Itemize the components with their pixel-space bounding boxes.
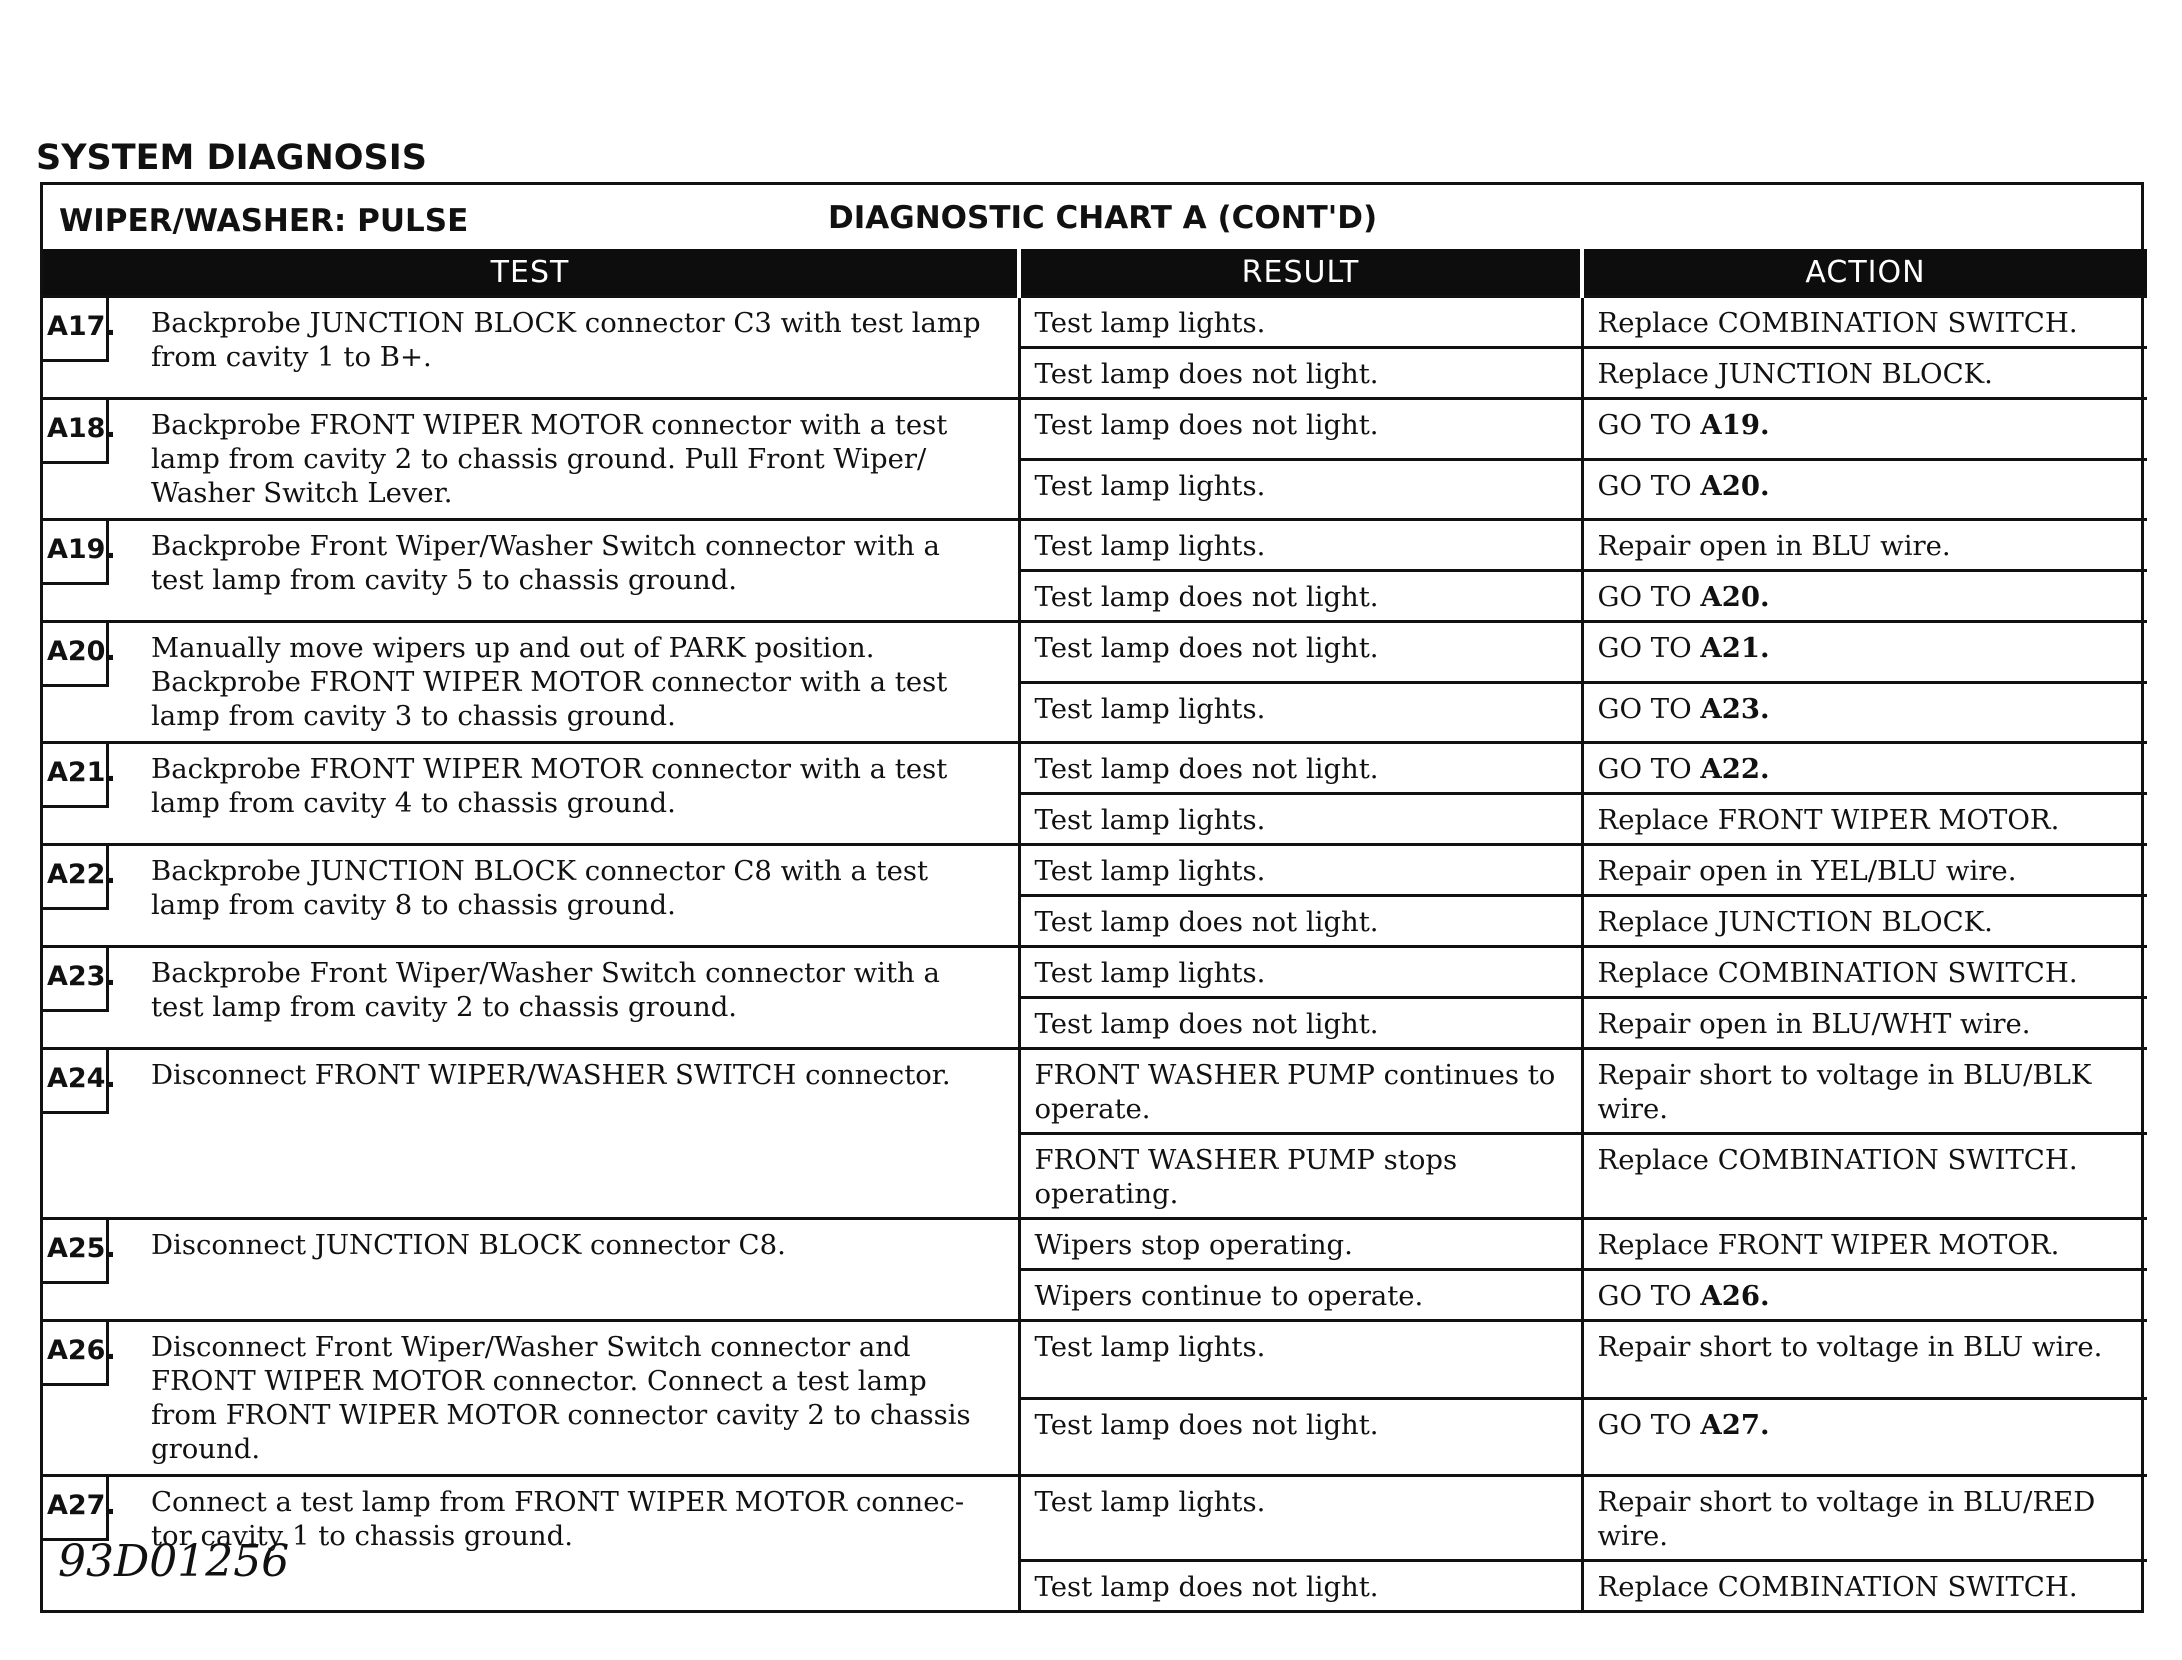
result-cell: Test lamp lights.: [1019, 845, 1582, 896]
chart-subtitle: WIPER/WASHER: PULSE: [59, 203, 469, 239]
test-description: Disconnect FRONT WIPER/WASHER SWITCH connector.: [151, 1059, 951, 1091]
test-cell: [43, 622, 1019, 743]
test-cell: [43, 743, 1019, 845]
go-to-action: [1598, 470, 1770, 502]
chart-header: [43, 185, 2141, 249]
go-to-step-ref: A22.: [1700, 753, 1770, 785]
result-cell: Test lamp lights.: [1019, 1476, 1582, 1561]
result-cell: Test lamp does not light.: [1019, 1398, 1582, 1476]
test-cell: [43, 1219, 1019, 1321]
test-description: Connect a test lamp from FRONT WIPER MOTOR connec- tor cavity 1 to chassis ground.: [151, 1486, 965, 1552]
step-number: A26.: [43, 1322, 109, 1386]
test-description: Backprobe Front Wiper/Washer Switch connector with a test lamp from cavity 5 to chassis ground.: [151, 530, 940, 596]
step-number: A25.: [43, 1220, 109, 1284]
table-row: [43, 297, 2147, 348]
result-cell: Test lamp lights.: [1019, 947, 1582, 998]
result-cell: Test lamp does not light.: [1019, 399, 1582, 460]
result-cell: Test lamp lights.: [1019, 297, 1582, 348]
go-to-action: [1598, 632, 1770, 664]
action-cell: Repair short to voltage in BLU/BLK wire.: [1582, 1049, 2147, 1134]
action-cell: Repair short to voltage in BLU/RED wire.: [1582, 1476, 2147, 1561]
table-row: [43, 1476, 2147, 1561]
step-number: A23.: [43, 948, 109, 1012]
table-row: [43, 520, 2147, 571]
step-number: A17.: [43, 298, 109, 362]
go-to-label: GO TO: [1597, 409, 1692, 441]
action-cell: [1582, 743, 2147, 794]
result-cell: Test lamp lights.: [1019, 1321, 1582, 1399]
table-row: [43, 1049, 2147, 1134]
result-cell: Test lamp does not light.: [1019, 896, 1582, 947]
diagnosis-table-body: [43, 297, 2147, 1611]
action-cell: Repair open in BLU/WHT wire.: [1582, 998, 2147, 1049]
result-cell: Wipers stop operating.: [1019, 1219, 1582, 1270]
action-cell: Replace COMBINATION SWITCH.: [1582, 297, 2147, 348]
go-to-label: GO TO: [1597, 581, 1692, 613]
test-description: Backprobe JUNCTION BLOCK connector C3 with test lamp from cavity 1 to B+.: [151, 307, 981, 373]
test-cell: [43, 520, 1019, 622]
test-description: Disconnect Front Wiper/Washer Switch connector and FRONT WIPER MOTOR connector. Connect a test lamp from FRONT WIPER MOTOR connector cavity 2 to chassis ground.: [151, 1331, 971, 1465]
action-cell: Replace FRONT WIPER MOTOR.: [1582, 794, 2147, 845]
go-to-step-ref: A19.: [1700, 409, 1770, 441]
step-number: A24.: [43, 1050, 109, 1114]
result-cell: Test lamp lights.: [1019, 682, 1582, 743]
go-to-step-ref: A20.: [1700, 581, 1770, 613]
column-header-action: ACTION: [1582, 249, 2147, 297]
action-cell: [1582, 622, 2147, 683]
go-to-label: GO TO: [1597, 632, 1692, 664]
table-row: [43, 1219, 2147, 1270]
go-to-action: [1598, 581, 1770, 613]
go-to-action: [1598, 753, 1770, 785]
go-to-label: GO TO: [1597, 1280, 1692, 1312]
go-to-step-ref: A23.: [1700, 692, 1770, 725]
diagnosis-table: [43, 249, 2147, 1610]
test-cell: [43, 1321, 1019, 1476]
column-header-result: RESULT: [1019, 249, 1582, 297]
go-to-action: [1598, 693, 1770, 725]
test-description: Backprobe FRONT WIPER MOTOR connector with a test lamp from cavity 4 to chassis ground.: [151, 753, 948, 819]
go-to-step-ref: A26.: [1700, 1280, 1770, 1312]
action-cell: Replace JUNCTION BLOCK.: [1582, 348, 2147, 399]
test-cell: [43, 845, 1019, 947]
result-cell: Test lamp does not light.: [1019, 1561, 1582, 1611]
go-to-step-ref: A20.: [1700, 469, 1770, 502]
chart-name: DIAGNOSTIC CHART A (CONT'D): [828, 200, 1378, 236]
test-description: Backprobe FRONT WIPER MOTOR connector with a test lamp from cavity 2 to chassis ground. Pull Front Wiper/ Washer Switch Lever.: [151, 409, 948, 509]
step-number: A20.: [43, 623, 109, 687]
table-row: [43, 622, 2147, 683]
result-cell: Test lamp does not light.: [1019, 348, 1582, 399]
test-description: Backprobe Front Wiper/Washer Switch connector with a test lamp from cavity 2 to chassis ground.: [151, 957, 940, 1023]
test-description: Manually move wipers up and out of PARK position. Backprobe FRONT WIPER MOTOR connector with a test lamp from cavity 3 to chassis ground.: [151, 632, 948, 732]
action-cell: [1582, 399, 2147, 460]
go-to-action: [1598, 409, 1770, 441]
result-cell: Test lamp lights.: [1019, 794, 1582, 845]
result-cell: Test lamp does not light.: [1019, 571, 1582, 622]
table-row: [43, 743, 2147, 794]
action-cell: Replace COMBINATION SWITCH.: [1582, 1134, 2147, 1219]
go-to-label: GO TO: [1597, 692, 1692, 725]
go-to-step-ref: A21.: [1700, 632, 1770, 664]
action-cell: Replace JUNCTION BLOCK.: [1582, 896, 2147, 947]
result-cell: Test lamp does not light.: [1019, 743, 1582, 794]
test-description: Disconnect JUNCTION BLOCK connector C8.: [151, 1229, 786, 1261]
test-cell: [43, 1049, 1019, 1219]
go-to-action: [1598, 1280, 1770, 1312]
go-to-step-ref: A27.: [1700, 1408, 1770, 1441]
step-number: A22.: [43, 846, 109, 910]
result-cell: FRONT WASHER PUMP stops operating.: [1019, 1134, 1582, 1219]
action-cell: Repair open in BLU wire.: [1582, 520, 2147, 571]
section-title: SYSTEM DIAGNOSIS: [36, 138, 427, 178]
step-number: A18.: [43, 400, 109, 464]
action-cell: [1582, 459, 2147, 520]
result-cell: Test lamp lights.: [1019, 459, 1582, 520]
go-to-label: GO TO: [1597, 1408, 1692, 1441]
test-cell: [43, 297, 1019, 399]
test-cell: [43, 947, 1019, 1049]
table-row: [43, 1321, 2147, 1399]
table-row: [43, 947, 2147, 998]
result-cell: Test lamp does not light.: [1019, 622, 1582, 683]
diagnostic-chart: [40, 182, 2144, 1613]
result-cell: Test lamp does not light.: [1019, 998, 1582, 1049]
action-cell: [1582, 1398, 2147, 1476]
action-cell: Replace FRONT WIPER MOTOR.: [1582, 1219, 2147, 1270]
step-number: A21.: [43, 744, 109, 808]
action-cell: [1582, 571, 2147, 622]
column-header-test: TEST: [43, 249, 1019, 297]
action-cell: Replace COMBINATION SWITCH.: [1582, 947, 2147, 998]
table-row: [43, 399, 2147, 460]
result-cell: Wipers continue to operate.: [1019, 1270, 1582, 1321]
action-cell: [1582, 1270, 2147, 1321]
go-to-label: GO TO: [1597, 469, 1692, 502]
result-cell: FRONT WASHER PUMP continues to operate.: [1019, 1049, 1582, 1134]
action-cell: Replace COMBINATION SWITCH.: [1582, 1561, 2147, 1611]
action-cell: [1582, 682, 2147, 743]
step-number: A19.: [43, 521, 109, 585]
go-to-action: [1598, 1409, 1770, 1441]
figure-code: 93D01256: [58, 1536, 290, 1587]
step-number: A27.: [43, 1477, 109, 1541]
action-cell: Repair open in YEL/BLU wire.: [1582, 845, 2147, 896]
test-description: Backprobe JUNCTION BLOCK connector C8 with a test lamp from cavity 8 to chassis ground.: [151, 855, 929, 921]
table-row: [43, 845, 2147, 896]
column-header-row: [43, 249, 2147, 297]
go-to-label: GO TO: [1597, 753, 1692, 785]
action-cell: Repair short to voltage in BLU wire.: [1582, 1321, 2147, 1399]
result-cell: Test lamp lights.: [1019, 520, 1582, 571]
test-cell: [43, 399, 1019, 520]
